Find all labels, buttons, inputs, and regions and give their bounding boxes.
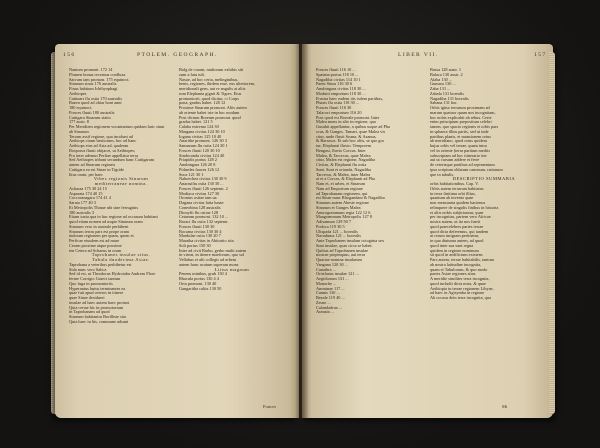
right-catch-word: Mi <box>502 404 508 409</box>
text-line: Dagana civitas fatta lunae <box>179 201 224 205</box>
text-line: Bassa 128 austr. 1 <box>430 68 462 72</box>
text-line: non mensurata quidem hactenus <box>430 201 486 205</box>
text-line: Oronius ostiae tam ua <box>179 196 217 201</box>
text-line: ut rerum inrigram pertinetur, <box>430 234 480 239</box>
right-page-number: 157 <box>534 52 547 58</box>
text-line: Inter ad civit Barbo, gerbo multi autem <box>179 248 247 253</box>
text-line: est Sinae nunc Rhogandani & Nagadiba <box>316 196 385 201</box>
text-line: quam et Tabulorum, & quo modo <box>430 267 488 272</box>
left-column-b <box>179 68 285 291</box>
left-catch-word: Fonces <box>263 404 277 409</box>
text-line: Cannis 130 ... <box>316 291 340 296</box>
text-line: quidem in regione nominum <box>430 248 479 253</box>
text-line: gradus habet. 121 5 <box>179 120 213 125</box>
text-line: Nam et, et urbes, et Sinarum <box>316 182 366 186</box>
text-line: Ab occasu dein terra incognita, qua <box>430 296 491 300</box>
text-line: scus, & Ganges. Tamari, quae Malea vis <box>316 129 386 134</box>
text-line: vel in oriente (terra partium mediis <box>430 148 491 153</box>
text-line: Tarcecus, & Malea, inter Malea <box>316 172 371 177</box>
text-line: Acbaraa 175 30 24 15 <box>69 186 107 191</box>
text-line: Pro inter ademui Perfiae appellatur terra <box>69 153 139 158</box>
text-line: Fonces fluuii 130 30 <box>179 224 215 229</box>
text-line: Modutti emporium 118 30 ... <box>316 91 366 96</box>
text-line: Tabula duodecima Asiae. <box>92 258 150 262</box>
text-line: in terra finitima orbi illius, <box>430 191 476 196</box>
text-line: Zeuse ... <box>316 300 331 305</box>
text-line: partes Asiae regiones situs <box>430 272 476 277</box>
text-line: hoc nobis explicabit ab rebus. Certe <box>430 115 492 120</box>
text-line: Paeni Sinus 116 30 6 <box>316 82 353 87</box>
text-line: Sida nunc vero Salica <box>69 267 107 272</box>
text-line: Penens minibus, grub 130 4 <box>179 272 227 277</box>
open-book <box>55 44 553 418</box>
text-line: ab meridiano, quod ortus quidem <box>430 139 487 144</box>
text-line: Coneobina 128 australis <box>179 205 221 210</box>
text-line: quod inter sua sunt regna <box>430 243 474 248</box>
text-line: Calandadrua ... <box>316 305 343 310</box>
text-line: Sinarum sinus 176 australis <box>69 82 117 87</box>
text-line: Hyperantus huius terminantes ea <box>69 286 126 291</box>
left-running-header: PTOLEM. GEOGRAPH. <box>137 52 218 58</box>
text-line: Aranaia ... <box>316 310 334 315</box>
text-line: Anubingara civitas 118 30 ... <box>316 87 366 91</box>
book-gutter <box>295 44 309 418</box>
text-line: Quibus ad Taprobanen insulae <box>316 248 369 253</box>
text-line: Nagadiba civitas 114 10 1 <box>316 77 361 82</box>
text-line: Pidaedes fauces 126 12 <box>179 167 220 172</box>
text-line: indoram regionem per quam, quem et <box>69 234 134 239</box>
text-line: Aethiops ciram bestiorum, hoc ad hanc <box>69 139 137 144</box>
text-line: ad haec in Agisymba in regione <box>430 291 485 296</box>
text-line: que in tabulis. <box>430 172 455 177</box>
text-line: ad Taprobanam regionem, qui <box>316 191 368 196</box>
text-line: partibus planis, et mansionem ortus <box>430 134 491 139</box>
text-line: Gumara 130 ... <box>430 82 456 87</box>
right-page <box>302 44 553 418</box>
text-line: in qua diuturna autem, ad quod <box>430 239 484 243</box>
text-line: Proxime Sinarum promont. Aliis autem <box>179 106 247 110</box>
text-line: Sinarum habitantur Borilleae sita <box>69 315 126 319</box>
text-line: Post dictum Boreum promont. quod <box>179 115 241 120</box>
text-line: Soli portus 150 30 <box>179 243 211 248</box>
text-line: de ceterisque partibus ad sepimentum <box>430 163 495 167</box>
text-line: Quia haec in his, commune adsunt <box>69 319 129 324</box>
text-line: Civitas, & Elephanti flu ostia <box>316 163 367 167</box>
text-line: Spatana portus 118 10 ... <box>316 72 359 77</box>
text-line: in vireat, in itinere maeforum, quo sol <box>179 253 245 258</box>
text-line: subscriptam ad hoc itinerario iter <box>430 153 487 158</box>
text-line: Fonces fluuii 120 30 10 <box>179 148 220 153</box>
text-line: Calaba extrema 124 30 <box>179 125 219 129</box>
text-line: Littus magnum <box>214 267 250 272</box>
left-page <box>55 44 299 418</box>
text-line: Cetaeum promont. 132 10 ... <box>179 215 229 220</box>
text-line: Flumen bonus recensus confluxa <box>69 72 126 77</box>
text-line: Frustra haec eadem iiis isdem partibus, <box>316 96 384 101</box>
text-line: A meridie similiter terra incognita, <box>430 277 490 281</box>
text-line: Et Metropolis Thinae ubi sine ferruginis <box>69 205 139 210</box>
text-line: autem ad Sinarum regionis <box>69 163 116 167</box>
text-line: pona, gradus habet. 120 12 <box>179 101 226 106</box>
text-line: Per Meridiem regionem vocantarium quidam huic sinui <box>69 125 165 129</box>
text-line: Nagadiba 131 borealis <box>430 96 469 101</box>
text-line: Anubingara 126 20 8 <box>179 163 216 167</box>
text-line: citur, unde fluxit Soana, & Azanus, <box>316 134 377 139</box>
text-line: Bengasi, fluvio Corcus. Inter <box>316 148 366 153</box>
text-line: Iogana civitas 125 10 40 <box>179 134 222 139</box>
text-line: Dionyfii flu ostiae 128 <box>179 210 219 215</box>
text-line: tur, Elephanti fluvio. Temporem <box>316 144 372 148</box>
text-line: Cattigara Sinarum statio <box>69 115 111 120</box>
text-line: Sinarum vero in australe perhibent <box>69 224 129 229</box>
text-line: 180 australis 3 <box>69 210 95 215</box>
text-line: & Barrasos. Et sub hoc oliis, ut quo gra <box>316 139 384 144</box>
text-line: Aegidiorum 131 ... <box>316 277 349 281</box>
text-line: orbis habitationibus. Cap. V. <box>430 182 479 186</box>
text-line: DESCRIPTIO SUMMARIA <box>452 177 516 182</box>
text-line: Gangaritha calita 130 50 <box>179 286 222 291</box>
text-line: Sabana 131 bor. <box>430 101 458 106</box>
text-line: ab oriente habet iste in hoc modum <box>179 110 240 115</box>
text-line: Vellabus et alii collegis ad urbem <box>179 258 237 262</box>
text-line: Taprobanes insulae situs. <box>91 253 151 258</box>
text-line: Coccoranagara 174 41 4 <box>69 196 111 201</box>
text-line: enim principium prepositum celebri <box>430 120 492 125</box>
text-line: Fonces fluuii 116 10 ... <box>316 68 356 72</box>
text-line: citur, Malea est regione, Nagadiba <box>316 158 376 163</box>
text-line: Bazen quod ad obiar boni anni <box>69 101 122 106</box>
text-line: Terram assif regione, qua incolunt ad <box>69 134 133 139</box>
text-line: Anarithe promont. 126 30 3 <box>179 139 227 144</box>
text-line: Nanium promont. 172 14 <box>69 68 113 72</box>
text-line: autem hanc acutum superam mons <box>179 262 239 267</box>
text-line: Fonces fluuii 126 septentr. 2 <box>179 186 228 191</box>
text-line: quantum ab invento quae <box>430 196 474 201</box>
text-line: Post quod est Boreale promont. Inter <box>316 115 380 120</box>
text-line: Zaba 131 ... <box>430 87 451 91</box>
text-line: benis, regiones, ibidem esse, eus ulteriorem, <box>179 82 256 87</box>
text-line: tamen, quo spacio regionis et orbis pars <box>430 125 499 129</box>
text-line: Sed Aethiopes tribunt secundum hanc Cattigaram <box>69 158 155 163</box>
text-line: Talacori emporium 116 20 <box>316 110 362 115</box>
text-line: Taprobana a veteribus perhibetur est <box>69 262 132 267</box>
text-line: in Taprobanam ad quod <box>69 310 110 315</box>
text-line: Naboechea civitas 130 30 9 <box>179 177 227 182</box>
text-line: Bosporus fluuii obijacet, ut Aethiopes; <box>69 148 136 153</box>
text-line: Amminae 117 ... <box>316 286 345 291</box>
text-line: Priapidis portus 128 2 <box>179 158 217 163</box>
text-line: per incognitas, partem vero Africae <box>430 215 491 220</box>
text-line: Adisamum 129 50 7 <box>316 220 351 224</box>
text-line: ab Sinarum <box>69 129 89 134</box>
text-line: Quo fuga in promontoriis <box>69 281 113 286</box>
right-column-a <box>316 68 422 315</box>
text-line: Oristhatus insulae 121 ... <box>316 272 359 277</box>
text-line: Maagrammum Metropolis 127 8 <box>316 215 372 220</box>
text-line: Phasis flu ostia 118 30 ... <box>316 101 360 106</box>
text-line: quae Sinae desidueri <box>69 296 105 300</box>
text-line: Mardulae ostia 130 20 7 <box>179 234 221 239</box>
text-line: Sannarum flu ostia 124 30 1 <box>179 144 228 148</box>
text-line: quae fuit apud ceteros in itinere <box>69 291 124 296</box>
text-line: ipsa scriptum oblatum canonum, rationum <box>430 167 503 172</box>
text-line: Fonces fluuii 180 australis <box>69 110 115 115</box>
text-line: aut ut cursum addere et ferre <box>430 158 480 163</box>
text-line: Orta promont. 130 40 <box>179 281 217 286</box>
text-line: Ulispada 121 ... borealis <box>316 229 358 234</box>
text-line: Podoca 119 30 5 <box>316 224 345 229</box>
text-line: Quartae nomina insularum <box>316 258 362 262</box>
text-line: Nacaduma 121 ... borealis <box>316 234 361 239</box>
text-line: Sindocanda civitas 124 40 <box>179 153 225 158</box>
text-line: rum Elephanta gignit & Tigres. Eius <box>179 91 242 96</box>
text-line: quod etiam nomen ad usque Sinarum oram <box>69 220 143 224</box>
text-line: Sunt insulae, quas circa se habet. <box>316 243 373 248</box>
text-line: Sinarum et Ganges Malea <box>316 205 361 210</box>
text-line: 180 equinoct. <box>69 106 93 110</box>
text-line: in sphaera illius partis, sed ut inde <box>430 129 489 134</box>
text-line: Malea mons in alio in regione, qua <box>316 120 376 125</box>
text-line: Bolg de curant, multorum exhibis siti <box>179 68 244 72</box>
text-line: hujus orbis vel terrae, quam intra <box>430 144 487 148</box>
text-line: Etiam iuxta qua in hac regione ad occasum habitant <box>69 215 158 220</box>
text-line: Perficae eiusdem est ad mare <box>69 239 120 243</box>
text-line: Quia certae hic in promotorium <box>69 305 124 310</box>
text-line: ab nostra latitudine incognita, <box>430 262 482 267</box>
text-line: Zabala 131 borealis <box>430 91 464 96</box>
text-line: Asparata 174 40 15 <box>69 191 103 196</box>
text-line: et aliis nobis subjiciuntur, quae <box>430 210 484 215</box>
text-line: Boraci flu ostia 132 septentr. <box>179 220 229 224</box>
text-line: Sed id est, ut Theodorus Hydrotabu Andreas Flore <box>69 272 156 277</box>
text-line: ferme Corrigio Graeci tantum <box>69 277 121 281</box>
text-line: Gusabit appellantur, a quibus usque ad Pha <box>316 125 390 129</box>
text-line: Sinarum terras pars est prope oram <box>69 229 130 234</box>
text-line: meridionali gens, aut re angulis at aliis <box>179 87 246 91</box>
text-line: Cattinari flu ostia 170 australis <box>69 96 122 101</box>
text-line: Suca 121 30 1 <box>179 172 204 177</box>
text-line: promontorii, quod dicitur, ci Corps <box>179 96 239 101</box>
text-line: Vangana 120 30 ... <box>316 262 348 267</box>
text-line: Rhacula portus 130 4 4 <box>179 277 219 281</box>
text-line: sit quod in aedificium existens <box>430 253 483 258</box>
left-page-number: 156 <box>63 52 76 58</box>
text-line: Nam ad Emporium regione <box>316 186 363 191</box>
text-line: Orbis igitur terrarum proximam ad <box>430 106 490 110</box>
text-line: quod includit dicta mira, & quae <box>430 281 486 286</box>
text-line: Alaba 130 ... <box>430 77 453 82</box>
text-line: Aethiopia in terrae regionem Libyae, <box>430 286 494 291</box>
text-line: Malea, & Tarcecus, quae Malea <box>316 153 371 158</box>
right-column-b <box>430 68 538 301</box>
text-line: Canathra ... <box>316 267 336 272</box>
text-line: Orbis autem terrarum habitatus <box>430 186 484 191</box>
text-line: Bocama civitas 130 30 4 <box>179 229 222 234</box>
text-line: Bezale 119 40 ... <box>316 296 345 300</box>
text-line: Margana civitas 124 30 10 <box>179 129 225 134</box>
right-running-header: LIBER VII. <box>398 52 439 58</box>
text-line: nostrae propinquus, aut terra <box>316 253 366 258</box>
text-line: Vrbes regionis Sinarum <box>93 177 149 182</box>
text-line: Nasue, ad hoc certa, melinginibus, <box>179 77 239 82</box>
text-line: quod praecelebres partes terrae <box>430 224 484 229</box>
text-line: Anurogrammum regia 122 12 6 <box>316 210 371 215</box>
text-line: Sinarum autem Abeste regione <box>316 201 369 205</box>
text-line: quod dicta deferemus, qui tandem <box>430 229 489 234</box>
text-line: Sacrum iam promon. 175 equinoct. <box>69 77 130 82</box>
text-line: Fonces fluuii 116 30 <box>316 106 352 110</box>
text-line: Ceram proxime atque proxime <box>69 243 122 248</box>
page-edges-right <box>549 52 555 414</box>
text-line: Monache ... <box>316 281 337 286</box>
text-line: Anarasiftu ostia 130 30 ... <box>179 182 224 186</box>
text-line: Sarata 177 40 3 <box>69 201 96 205</box>
text-line: Modiaca civitas 127 30 <box>179 191 220 196</box>
text-line: 177 austr. 8 <box>69 120 89 125</box>
text-line: relinquere de singulis finibus in historia <box>430 205 499 210</box>
text-line: Finus habitum Ichthyophagi <box>69 87 118 91</box>
text-line: Sunt. Sunt et oriunda, Nagadiba <box>316 167 371 172</box>
text-line: nostra autem, ut ita nos fuerit <box>430 220 481 224</box>
text-line: ten Cetera ad Schaeus in oram <box>69 248 122 253</box>
text-line: zum a lutu tuli. <box>179 72 206 77</box>
text-line: mediterraneae nomina. <box>94 182 148 186</box>
left-column-a <box>69 68 173 325</box>
text-line: insulae ad haec autem haec promot <box>69 300 130 305</box>
text-line: Pars autem, terrae habitabilis, tantum <box>430 258 494 262</box>
text-line: Ante Taprobanen insulam octoginta sex <box>316 239 385 243</box>
text-line: at et a Corcas, & Elephanti ad Pha <box>316 177 375 182</box>
text-line: litus oram, per haec <box>69 172 103 177</box>
text-line: Aethiopes <box>69 91 87 96</box>
text-line: Aethiops eius ad Asia ad, qualeam <box>69 144 129 148</box>
text-line: Maratha civitas in Abiturtio sita <box>179 239 234 243</box>
text-line: marum quatuor quam nos incognitam, <box>430 110 496 115</box>
text-line: Cattigara ea est Sinae in Tigride <box>69 167 125 172</box>
text-line: Balaca 130 austr. 2 <box>430 72 463 77</box>
